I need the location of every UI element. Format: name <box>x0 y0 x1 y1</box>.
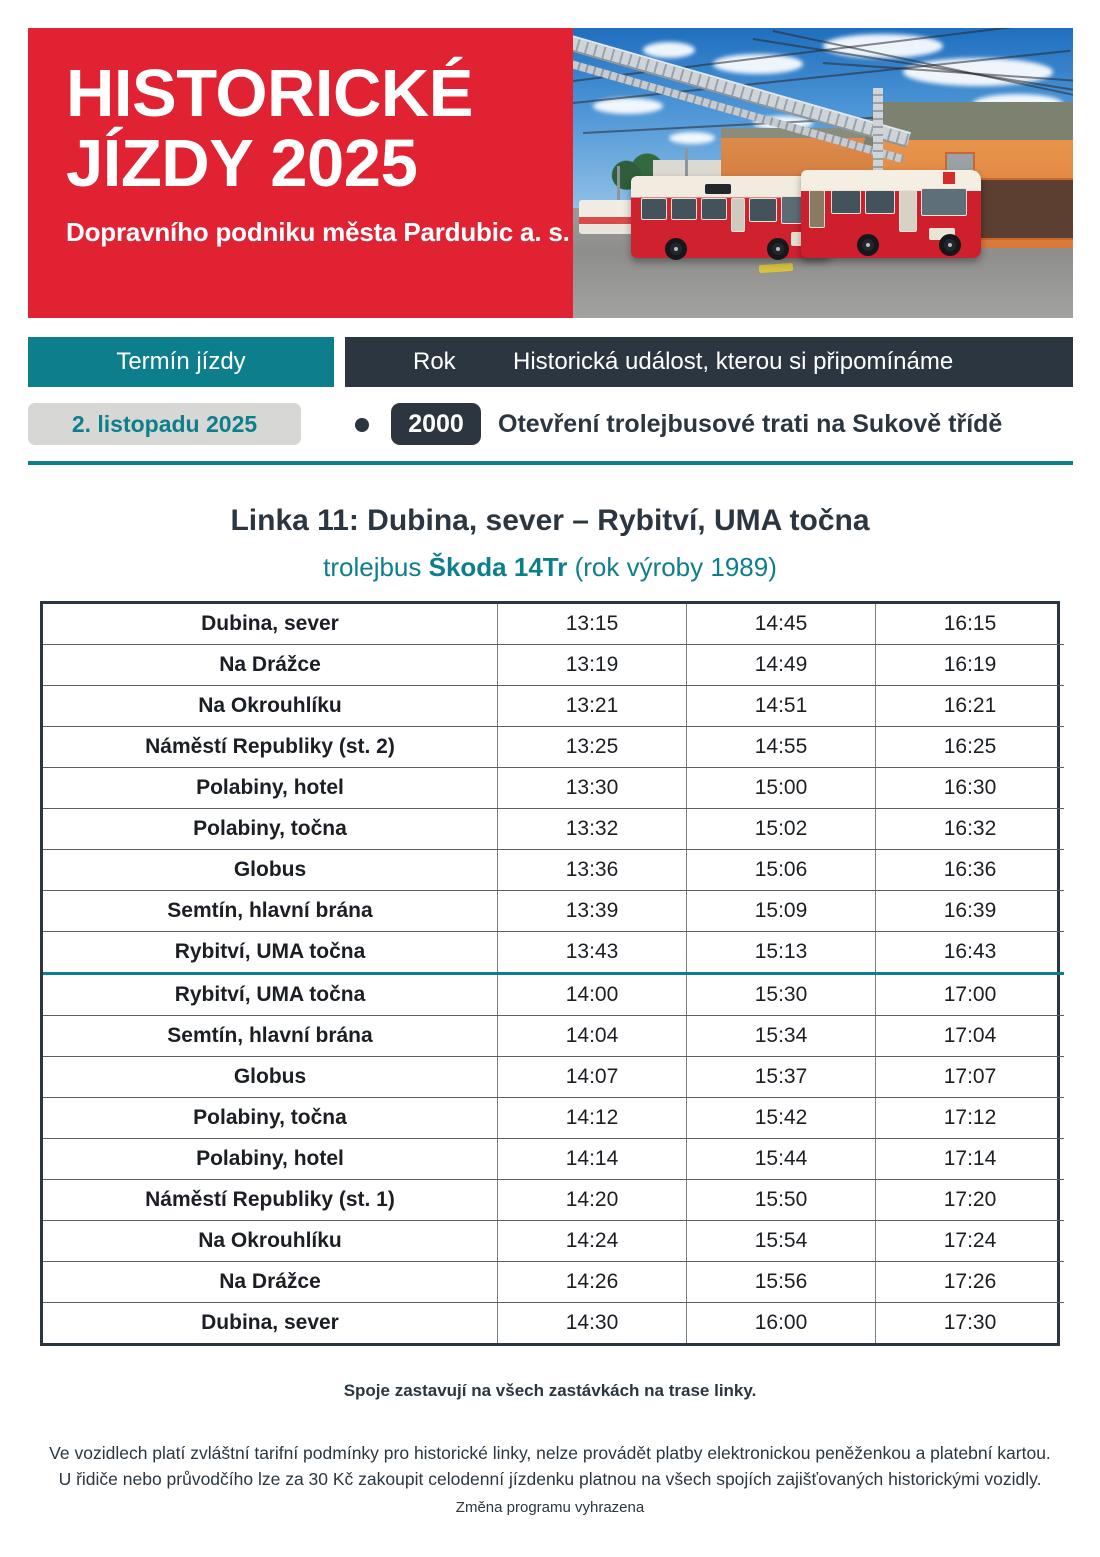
table-row <box>43 768 1064 809</box>
table-row <box>43 1139 1064 1180</box>
departure-time-cell: 13:32 <box>498 809 687 850</box>
table-row <box>43 891 1064 932</box>
departure-time-cell: 14:30 <box>498 1303 687 1344</box>
bus-wheel <box>939 234 961 256</box>
cloud-shape <box>669 132 715 144</box>
departure-time-cell: 14:12 <box>498 1098 687 1139</box>
table-row <box>43 1262 1064 1303</box>
schedule-table <box>43 604 1064 1343</box>
departure-time-cell: 15:13 <box>687 932 876 974</box>
stop-name-cell: Polabiny, hotel <box>43 1139 498 1180</box>
bus-window <box>671 198 697 220</box>
departure-time-cell: 15:00 <box>687 768 876 809</box>
info-header-bar <box>28 337 1073 387</box>
table-row <box>43 1098 1064 1139</box>
bus-wheel <box>665 238 687 260</box>
departure-time-cell: 17:12 <box>876 1098 1065 1139</box>
poster-title-line-2: JÍZDY 2025 <box>66 126 418 202</box>
departure-time-cell: 16:21 <box>876 686 1065 727</box>
stop-name-cell: Dubina, sever <box>43 604 498 645</box>
table-row <box>43 1016 1064 1057</box>
stop-name-cell: Náměstí Republiky (st. 2) <box>43 727 498 768</box>
departure-time-cell: 16:30 <box>876 768 1065 809</box>
departure-time-cell: 16:00 <box>687 1303 876 1344</box>
departure-time-cell: 17:24 <box>876 1221 1065 1262</box>
year-badge: 2000 <box>391 403 481 445</box>
vehicle-prefix: trolejbus <box>323 552 429 582</box>
table-row <box>43 686 1064 727</box>
title-block <box>28 28 573 318</box>
departure-time-cell: 15:42 <box>687 1098 876 1139</box>
column-header-dark <box>345 337 1073 387</box>
departure-time-cell: 15:56 <box>687 1262 876 1303</box>
bus-wheel <box>857 234 879 256</box>
vehicle-suffix: (rok výroby 1989) <box>567 552 777 582</box>
departure-time-cell: 15:54 <box>687 1221 876 1262</box>
footer-notes <box>0 1440 1100 1493</box>
bus-wheel <box>767 238 789 260</box>
poster-subtitle: Dopravního podniku města Pardubic a. s. <box>66 216 570 247</box>
departure-time-cell: 13:43 <box>498 932 687 974</box>
departure-time-cell: 15:44 <box>687 1139 876 1180</box>
departure-time-cell: 14:14 <box>498 1139 687 1180</box>
departure-time-cell: 14:00 <box>498 974 687 1016</box>
stop-name-cell: Dubina, sever <box>43 1303 498 1344</box>
departure-time-cell: 16:43 <box>876 932 1065 974</box>
footer-note-line-2: U řidiče nebo průvodčího lze za 30 Kč zakoupit celodenní jízdenku platnou na všech spojích zajišťovaných historickými vozidly. <box>58 1469 1042 1490</box>
bus-window <box>701 198 727 220</box>
departure-time-cell: 16:19 <box>876 645 1065 686</box>
departure-time-cell: 15:37 <box>687 1057 876 1098</box>
departure-time-cell: 14:45 <box>687 604 876 645</box>
bus-door <box>899 190 917 232</box>
departure-time-cell: 15:50 <box>687 1180 876 1221</box>
stop-name-cell: Na Drážce <box>43 1262 498 1303</box>
departure-time-cell: 17:00 <box>876 974 1065 1016</box>
bus-door <box>731 198 745 232</box>
bus-window <box>865 190 895 214</box>
departure-time-cell: 14:55 <box>687 727 876 768</box>
departure-time-cell: 17:20 <box>876 1180 1065 1221</box>
stop-name-cell: Polabiny, točna <box>43 1098 498 1139</box>
footer-note-line-1: Ve vozidlech platí zvláštní tarifní podmínky pro historické linky, nelze provádět platby elektronickou peněženkou a platební kartou. <box>49 1443 1051 1463</box>
departure-time-cell: 15:30 <box>687 974 876 1016</box>
historical-event-text: Otevření trolejbusové trati na Sukově třídě <box>498 409 1003 438</box>
stop-name-cell: Na Okrouhlíku <box>43 1221 498 1262</box>
departure-time-cell: 13:30 <box>498 768 687 809</box>
bus-door <box>809 190 825 228</box>
departure-time-cell: 14:24 <box>498 1221 687 1262</box>
footer-disclaimer: Změna programu vyhrazena <box>455 1499 645 1516</box>
stop-name-cell: Polabiny, hotel <box>43 768 498 809</box>
departure-time-cell: 17:30 <box>943 1311 997 1334</box>
trolleybus-right <box>801 170 981 258</box>
stop-name-cell: Polabiny, točna <box>43 809 498 850</box>
stop-name-cell: Rybitví, UMA točna <box>43 974 498 1016</box>
departure-time-cell: 13:19 <box>498 645 687 686</box>
departure-time-cell: 15:09 <box>687 891 876 932</box>
footer-note-bold: Spoje zastavují na všech zastávkách na trase linky. <box>343 1381 757 1400</box>
trolleybus-photo <box>573 28 1073 318</box>
stop-name-cell: Náměstí Republiky (st. 1) <box>43 1180 498 1221</box>
table-row <box>43 604 1064 645</box>
schedule-table-wrapper <box>40 601 1060 1346</box>
bullet-dot-icon <box>355 418 369 432</box>
departure-time-cell: 16:32 <box>876 809 1065 850</box>
bus-window <box>831 190 861 214</box>
departure-time-cell: 14:20 <box>498 1180 687 1221</box>
column-header-termin: Termín jízdy <box>28 337 334 387</box>
departure-time-cell: 15:02 <box>687 809 876 850</box>
departure-time-cell: 13:15 <box>498 604 687 645</box>
departure-time-cell: 17:04 <box>876 1016 1065 1057</box>
poster-header <box>28 28 1073 318</box>
ride-date-badge: 2. listopadu 2025 <box>28 403 301 445</box>
depot-window <box>971 178 1073 240</box>
table-row <box>43 974 1064 1016</box>
column-header-event: Historická událost, kterou si připomínáme <box>513 348 954 375</box>
vehicle-subtitle <box>0 552 1100 583</box>
departure-time-cell: 17:07 <box>876 1057 1065 1098</box>
stop-name-cell: Semtín, hlavní brána <box>43 891 498 932</box>
departure-time-cell: 15:34 <box>687 1016 876 1057</box>
table-row <box>43 932 1064 974</box>
departure-time-cell: 13:25 <box>498 727 687 768</box>
table-row <box>43 809 1064 850</box>
departure-time-cell: 15:06 <box>687 850 876 891</box>
bus-window <box>641 198 667 220</box>
departure-time-cell: 14:51 <box>687 686 876 727</box>
stop-name-cell: Na Drážce <box>43 645 498 686</box>
bus-window <box>749 198 777 222</box>
table-row <box>43 645 1064 686</box>
departure-time-cell: 14:49 <box>687 645 876 686</box>
departure-time-cell: 16:36 <box>876 850 1065 891</box>
line-title: Linka 11: Dubina, sever – Rybitví, UMA točna <box>230 504 870 537</box>
stop-name-cell: Semtín, hlavní brána <box>43 1016 498 1057</box>
vehicle-name: Škoda 14Tr <box>428 552 568 582</box>
bus-windshield <box>921 188 967 216</box>
table-row <box>43 850 1064 891</box>
table-row <box>43 727 1064 768</box>
departure-time-cell: 16:15 <box>876 604 1065 645</box>
flag-icon <box>943 172 955 184</box>
column-header-rok: Rok <box>413 348 456 375</box>
poster-title-line-1: HISTORICKÉ <box>66 56 473 131</box>
departure-time-cell: 13:21 <box>498 686 687 727</box>
table-row <box>43 1221 1064 1262</box>
table-row <box>43 1057 1064 1098</box>
departure-time-cell: 13:36 <box>498 850 687 891</box>
schedule-table-body <box>43 604 1064 1343</box>
cloud-shape <box>643 42 695 58</box>
stop-name-cell: Rybitví, UMA točna <box>43 932 498 974</box>
departure-time-cell: 13:39 <box>498 891 687 932</box>
table-row <box>43 1303 1064 1344</box>
departure-time-cell: 17:14 <box>876 1139 1065 1180</box>
teal-divider-rule <box>28 461 1073 465</box>
departure-time-cell: 14:07 <box>498 1057 687 1098</box>
bus-destination-sign <box>705 184 731 194</box>
cloud-shape <box>593 98 663 114</box>
departure-time-cell: 16:39 <box>876 891 1065 932</box>
table-row <box>43 1180 1064 1221</box>
departure-time-cell: 14:04 <box>498 1016 687 1057</box>
departure-time-cell: 14:26 <box>498 1262 687 1303</box>
departure-time-cell: 17:26 <box>876 1262 1065 1303</box>
stop-name-cell: Globus <box>43 850 498 891</box>
info-data-row <box>28 403 1073 449</box>
departure-time-cell: 16:25 <box>876 727 1065 768</box>
stop-name-cell: Na Okrouhlíku <box>43 686 498 727</box>
stop-name-cell: Globus <box>43 1057 498 1098</box>
